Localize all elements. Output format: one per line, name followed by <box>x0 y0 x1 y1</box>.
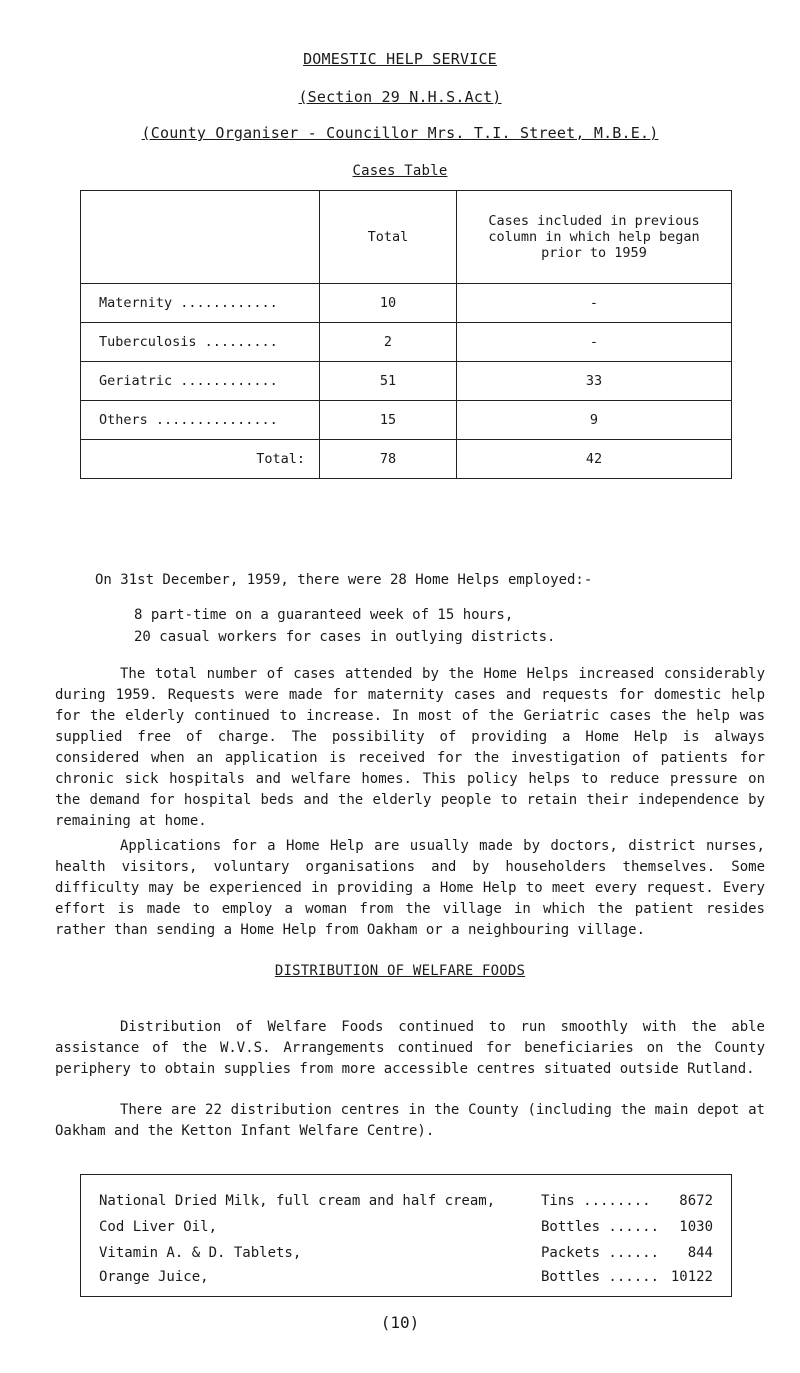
row-total: 10 <box>320 284 457 323</box>
home-help-paragraph-2: Applications for a Home Help are usually made by doctors, district nurses, health visitors, voluntary organisations and by householders themselves. Some difficulty may be experienced in providing a Home Help to meet every request. Every effort is made to employ a woman from the village in which the patient resides rather than sending a Home Help from Oakham or a neighbouring village. <box>55 838 765 938</box>
table-row <box>81 284 732 323</box>
section-text: (Section 29 N.H.S.Act) <box>298 88 502 106</box>
table-row <box>81 401 732 440</box>
county-organiser <box>0 124 800 142</box>
table-row <box>81 1219 731 1245</box>
food-quantity: 10122 <box>670 1269 713 1285</box>
food-unit: Tins ........ <box>541 1193 651 1209</box>
organiser-text: (County Organiser - Councillor Mrs. T.I. Street, M.B.E.) <box>141 124 659 142</box>
food-item: Orange Juice, <box>99 1269 209 1285</box>
employed-line-2: 8 part-time on a guaranteed week of 15 hours, <box>134 607 514 623</box>
row-prior: 33 <box>457 362 732 401</box>
food-item: Vitamin A. & D. Tablets, <box>99 1245 302 1261</box>
food-quantity: 1030 <box>679 1219 713 1235</box>
food-unit: Bottles ...... <box>541 1269 660 1285</box>
welfare-foods-table <box>80 1174 732 1297</box>
section-reference <box>0 88 800 106</box>
employed-line-3: 20 casual workers for cases in outlying districts. <box>134 629 556 645</box>
home-help-paragraph-1: The total number of cases attended by the Home Helps increased considerably during 1959. Requests were made for maternity cases and requests for domestic help for the elderly continued to increase. In most of the Geriatric cases the help was supplied free of charge. The possibility of providing a Home Help is always considered when an application is received for the investigation of patients for chronic sick hospitals and welfare homes. This policy helps to reduce pressure on the demand for hospital beds and the elderly people to retain their independence by remaining at home. <box>55 666 765 829</box>
employed-line-1: On 31st December, 1959, there were 28 Home Helps employed:- <box>95 572 593 588</box>
food-item: National Dried Milk, full cream and half cream, <box>99 1193 496 1209</box>
row-total: 51 <box>320 362 457 401</box>
welfare-foods-title: DISTRIBUTION OF WELFARE FOODS <box>274 963 526 979</box>
welfare-paragraph-2: There are 22 distribution centres in the County (including the main depot at Oakham and the Ketton Infant Welfare Centre). <box>55 1102 765 1139</box>
row-label: Others ............... <box>81 401 320 440</box>
total-prior: 42 <box>457 440 732 479</box>
table-row <box>81 362 732 401</box>
table-row <box>81 1193 731 1219</box>
table-row <box>81 1245 731 1271</box>
row-label: Tuberculosis ......... <box>81 323 320 362</box>
row-label: Geriatric ............ <box>81 362 320 401</box>
page-number: (10) <box>380 1313 420 1332</box>
table-row <box>81 323 732 362</box>
food-unit: Bottles ...... <box>541 1219 660 1235</box>
row-total: 15 <box>320 401 457 440</box>
table-header-row <box>81 191 732 284</box>
table-row <box>81 1269 731 1295</box>
header-blank <box>81 191 320 284</box>
row-prior: - <box>457 284 732 323</box>
row-prior: 9 <box>457 401 732 440</box>
row-label: Maternity ............ <box>81 284 320 323</box>
table-total-row <box>81 440 732 479</box>
total-label: Total: <box>81 440 320 479</box>
food-quantity: 8672 <box>679 1193 713 1209</box>
header-prior: Cases included in previous column in which help began prior to 1959 <box>457 191 732 284</box>
food-unit: Packets ...... <box>541 1245 660 1261</box>
cases-table <box>80 190 732 479</box>
header-total: Total <box>320 191 457 284</box>
row-prior: - <box>457 323 732 362</box>
food-item: Cod Liver Oil, <box>99 1219 218 1235</box>
total-value: 78 <box>320 440 457 479</box>
caption-text: Cases Table <box>352 163 448 179</box>
welfare-paragraph-1: Distribution of Welfare Foods continued to run smoothly with the able assistance of the W.V.S. Arrangements continued for beneficiaries on the County periphery to obtain supplies from more accessible centres situated outside Rutland. <box>55 1019 765 1077</box>
cases-table-caption <box>0 163 800 179</box>
food-quantity: 844 <box>687 1245 713 1261</box>
page-title: DOMESTIC HELP SERVICE <box>303 50 497 68</box>
row-total: 2 <box>320 323 457 362</box>
